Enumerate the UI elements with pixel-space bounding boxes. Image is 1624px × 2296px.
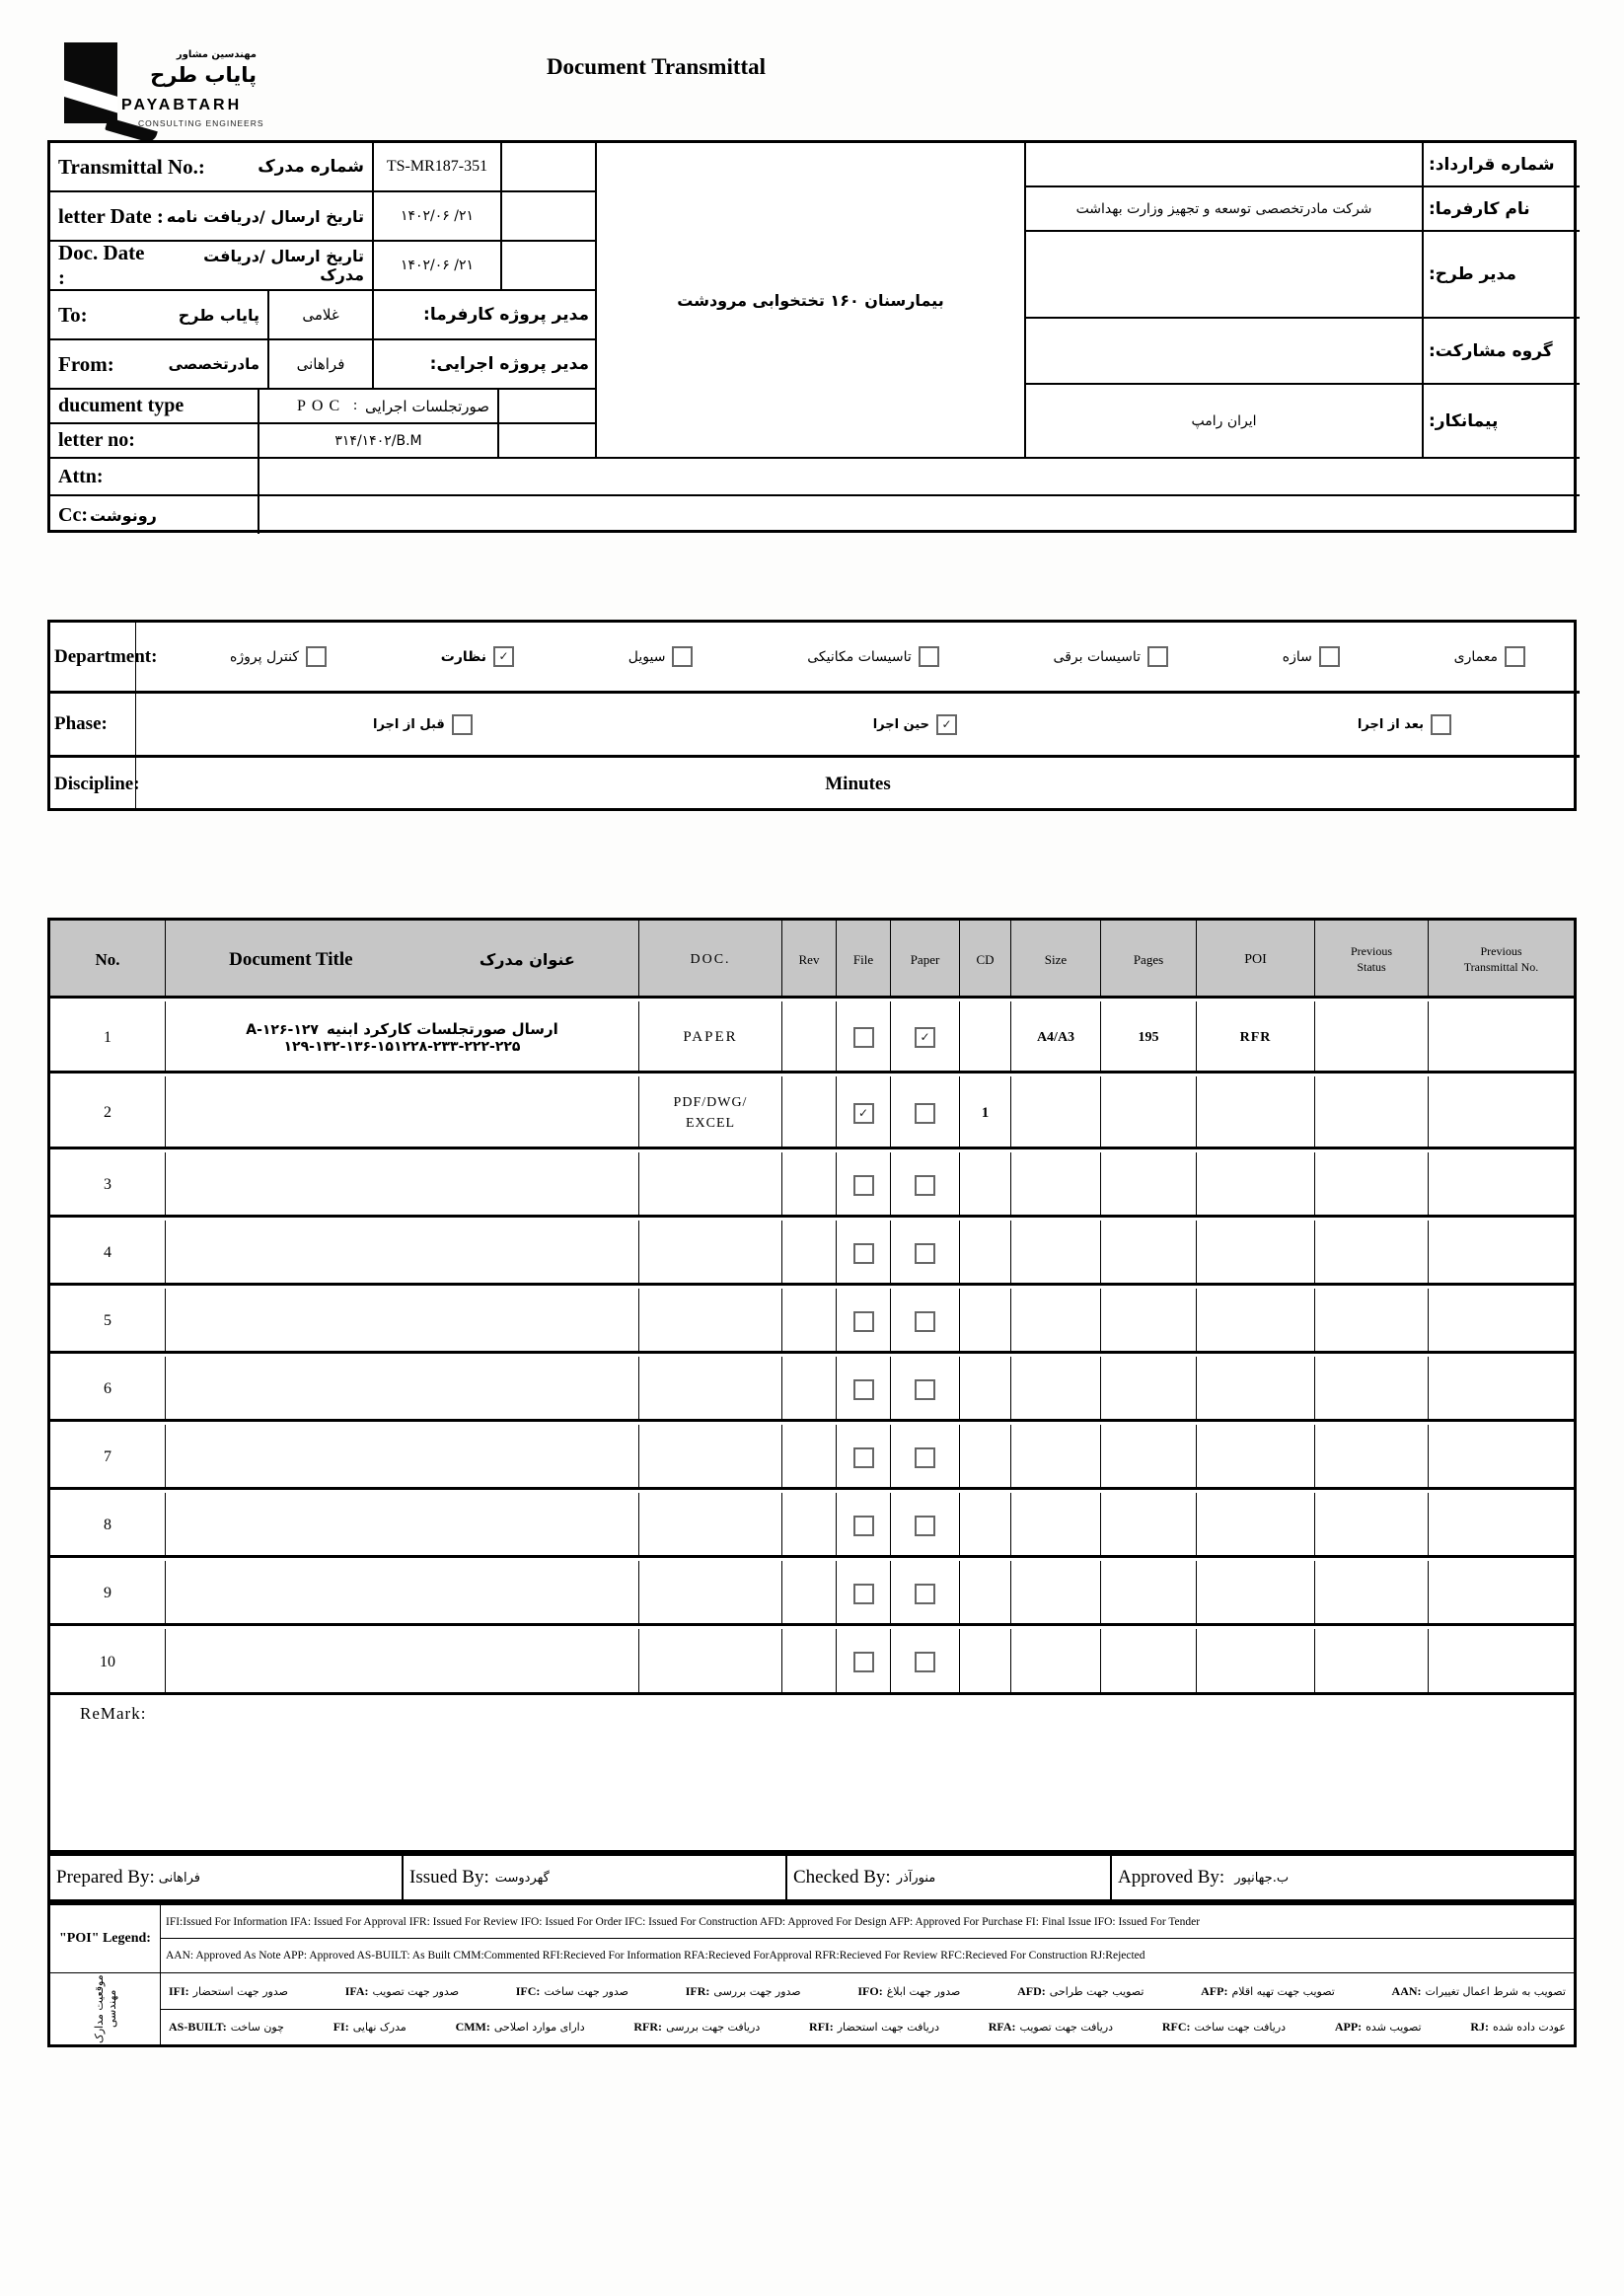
department-block bbox=[47, 620, 1577, 811]
client-name-label: نام کارفرما: bbox=[1429, 198, 1530, 219]
paper-checkbox[interactable] bbox=[915, 1652, 935, 1672]
prepared-by-name: فراهانی bbox=[158, 1870, 201, 1886]
row-no: 7 bbox=[104, 1448, 111, 1465]
table-row bbox=[50, 1561, 1574, 1626]
cc-label-fa: رونوشت bbox=[89, 505, 157, 525]
legend-fa: دریافت جهت تصویب bbox=[1019, 2021, 1114, 2034]
doc-date-value: ۱۴۰۲/۰۶ /۲۱ bbox=[400, 258, 475, 273]
fa-legend-side-label: موقعیت مدارک مهندسی bbox=[92, 1974, 118, 2043]
logo-fa-big: پایاب طرح bbox=[150, 63, 257, 87]
paper-checkbox[interactable] bbox=[915, 1311, 935, 1332]
doc-type-label: ducument type bbox=[58, 395, 185, 416]
page-title: Document Transmittal bbox=[546, 54, 767, 79]
legend-code: FI: bbox=[332, 2020, 349, 2034]
doc-type-colon: : bbox=[352, 398, 358, 413]
department-label: Department: bbox=[54, 645, 158, 667]
cc-label-en: Cc: bbox=[58, 503, 88, 526]
contract-no-label: شماره قرارداد: bbox=[1429, 154, 1555, 175]
exec-pm-name: فراهانی bbox=[296, 355, 345, 373]
legend-fa: صدور جهت تصویب bbox=[372, 1984, 460, 1998]
legend-fa: تصویب شده bbox=[1366, 2021, 1422, 2034]
file-checkbox[interactable] bbox=[853, 1311, 874, 1332]
table-row bbox=[50, 1357, 1574, 1422]
approved-by-name: ب.جهانپور bbox=[1234, 1870, 1290, 1886]
row-no: 9 bbox=[104, 1585, 111, 1601]
row-no: 6 bbox=[104, 1380, 111, 1397]
discipline-value: Minutes bbox=[825, 774, 891, 794]
table-header-row bbox=[50, 921, 1574, 999]
client-pm-name: غلامی bbox=[302, 306, 339, 324]
letter-no-value: ۳۱۴/۱۴۰۲/B.M bbox=[334, 432, 422, 449]
legend-code: IFR: bbox=[685, 1983, 710, 1998]
paper-checkbox[interactable] bbox=[915, 1379, 935, 1400]
table-row bbox=[50, 1425, 1574, 1490]
signatures-row bbox=[47, 1853, 1577, 1902]
legend-code: RFA: bbox=[988, 2020, 1016, 2034]
col-cd: CD bbox=[976, 951, 995, 967]
label-civil: سیویل bbox=[627, 648, 666, 665]
file-checkbox[interactable] bbox=[853, 1584, 874, 1604]
from-label: From: bbox=[58, 351, 114, 376]
doc-date-label-fa: تاریخ ارسال /دریافت مدرک bbox=[203, 247, 364, 284]
col-title-en: Document Title bbox=[229, 948, 353, 970]
col-size: Size bbox=[1044, 951, 1068, 967]
fa-legend-line1 bbox=[161, 1973, 1574, 2010]
legend-code: IFI: bbox=[169, 1983, 189, 1998]
file-checkbox[interactable] bbox=[853, 1175, 874, 1196]
label-during-execution: حین اجرا bbox=[872, 716, 929, 732]
project-name: بیمارسنان ۱۶۰ تختخوابی مرودشت bbox=[677, 290, 944, 310]
company-logo bbox=[64, 37, 360, 136]
file-checkbox[interactable] bbox=[853, 1027, 874, 1048]
row-no: 1 bbox=[104, 1028, 111, 1046]
legend-code: AFP: bbox=[1201, 1983, 1228, 1998]
file-checkbox[interactable] bbox=[853, 1652, 874, 1672]
design-manager-label: مدیر طرح: bbox=[1429, 264, 1516, 284]
paper-checkbox[interactable] bbox=[915, 1584, 935, 1604]
paper-checkbox[interactable]: ✓ bbox=[915, 1027, 935, 1048]
file-checkbox[interactable] bbox=[853, 1516, 874, 1536]
col-paper: Paper bbox=[910, 951, 940, 967]
legend-fa: دارای موارد اصلاحی bbox=[493, 2021, 585, 2034]
remark-label: ReMark: bbox=[80, 1704, 147, 1723]
to-value: پایاب طرح bbox=[178, 305, 259, 325]
row-title-nums: A-۱۲۶-۱۲۷ bbox=[246, 1021, 319, 1038]
file-checkbox[interactable] bbox=[853, 1243, 874, 1264]
legend-fa: صدور جهت استحضار bbox=[192, 1984, 288, 1998]
legend-fa: دریافت جهت بررسی bbox=[666, 2021, 761, 2034]
contractor-label: پیمانکار: bbox=[1429, 410, 1499, 431]
checkbox-architecture[interactable] bbox=[1505, 646, 1525, 667]
attn-label: Attn: bbox=[58, 465, 104, 487]
row-no: 4 bbox=[104, 1244, 111, 1261]
doc-type-code: POC bbox=[297, 397, 346, 414]
poi-legend-line2: AAN: Approved As Note APP: Approved AS-BUILT: As Built CMM:Commented RFI:Recieved For Information RFA:Recieved ForApproval RFR:Recieved For Review RFC:Recieved For Construction RJ:Rejected bbox=[166, 1950, 1145, 1962]
file-checkbox[interactable] bbox=[853, 1379, 874, 1400]
row-doc-type: PAPER bbox=[683, 1029, 738, 1045]
paper-checkbox[interactable] bbox=[915, 1103, 935, 1124]
legend-fa: صدور جهت بررسی bbox=[713, 1984, 801, 1998]
legend-code: AAN: bbox=[1391, 1983, 1422, 1998]
legend-fa: مدرک نهایی bbox=[352, 2021, 406, 2034]
info-block bbox=[47, 140, 1577, 533]
letter-date-value: ۱۴۰۲/۰۶ /۲۱ bbox=[400, 208, 475, 224]
logo-mark-icon bbox=[64, 42, 117, 123]
checkbox-mechanical[interactable] bbox=[919, 646, 939, 667]
legend-fa: دریافت جهت ساخت bbox=[1194, 2021, 1287, 2034]
phase-label: Phase: bbox=[54, 713, 108, 734]
col-file: File bbox=[852, 951, 874, 967]
issued-by-name: گهردوست bbox=[494, 1870, 550, 1886]
checkbox-before-execution[interactable] bbox=[452, 714, 473, 735]
table-row bbox=[50, 1493, 1574, 1558]
jv-group-label: گروه مشارکت: bbox=[1429, 340, 1553, 361]
legend-fa: تصویب جهت طراحی bbox=[1049, 1984, 1144, 1998]
legend-fa: تصویب جهت تهیه اقلام bbox=[1231, 1984, 1335, 1998]
legend-code: APP: bbox=[1334, 2020, 1363, 2034]
transmittal-no-value: TS-MR187-351 bbox=[386, 158, 488, 175]
logo-en-big: PAYABTARH bbox=[121, 97, 243, 113]
col-pages: Pages bbox=[1133, 951, 1164, 967]
doc-type-fa: صورتجلسات اجرایی bbox=[365, 397, 489, 415]
client-pm-label: مدیر پروژه کارفرما: bbox=[423, 305, 589, 325]
table-row bbox=[50, 1289, 1574, 1354]
checkbox-during-execution[interactable]: ✓ bbox=[936, 714, 957, 735]
documents-table bbox=[47, 918, 1577, 1853]
poi-legend-label: "POI" Legend: bbox=[59, 1931, 151, 1946]
col-prev-no-1: Previous bbox=[1480, 943, 1522, 958]
row-cd: 1 bbox=[981, 1104, 990, 1121]
legend-fa: عودت داده شده bbox=[1493, 2021, 1566, 2034]
legend-code: IFO: bbox=[857, 1983, 883, 1998]
fa-legend-line2 bbox=[161, 2010, 1574, 2044]
row-doc-type2: EXCEL bbox=[685, 1116, 736, 1131]
checked-by-label: Checked By: bbox=[793, 1867, 891, 1888]
poi-legend-block bbox=[47, 1902, 1577, 2047]
transmittal-no-label-fa: شماره مدرک bbox=[258, 157, 364, 177]
poi-legend-line1: IFI:Issued For Information IFA: Issued For Approval IFR: Issued For Review IFO: Issued For Order IFC: Issued For Construction AFD: Approved For Design AFP: Approved For Purchase FI: Final Issue IFO: Issued For Tender bbox=[166, 1915, 1201, 1928]
to-label: To: bbox=[58, 302, 88, 327]
checkbox-structure[interactable] bbox=[1319, 646, 1340, 667]
label-structure: سازه bbox=[1282, 648, 1312, 665]
row-no: 8 bbox=[104, 1517, 111, 1533]
col-poi: POI bbox=[1244, 951, 1267, 967]
col-doc: DOC. bbox=[690, 951, 731, 967]
legend-code: IFC: bbox=[515, 1983, 541, 1998]
file-checkbox[interactable] bbox=[853, 1447, 874, 1468]
legend-code: AS-BUILT: bbox=[169, 2020, 227, 2034]
col-prev-no-2: Transmittal No. bbox=[1463, 959, 1539, 974]
label-project-control: کنترل پروژه bbox=[230, 648, 299, 665]
remark-area bbox=[50, 1698, 1574, 1850]
paper-checkbox[interactable] bbox=[915, 1243, 935, 1264]
label-before-execution: قبل از اجرا bbox=[373, 716, 445, 732]
legend-code: RFI: bbox=[809, 2020, 834, 2034]
legend-code: CMM: bbox=[455, 2020, 490, 2034]
contractor-value: ایران رامپ bbox=[1191, 412, 1257, 429]
letter-date-label-en: letter Date : bbox=[58, 203, 164, 228]
table-row bbox=[50, 1221, 1574, 1286]
legend-code: RFR: bbox=[633, 2020, 663, 2034]
legend-code: AFD: bbox=[1017, 1983, 1046, 1998]
legend-fa: چون ساخت bbox=[230, 2021, 284, 2034]
label-electrical: تاسیسات برقی bbox=[1053, 648, 1142, 665]
attn-value-cell bbox=[259, 459, 1580, 496]
discipline-label: Discipline: bbox=[54, 774, 140, 794]
client-name-value: شرکت مادرتخصصی توسعه و تجهیز وزارت بهداشت bbox=[1075, 200, 1372, 217]
logo-fa-small: مهندسین مشاور bbox=[176, 49, 257, 60]
paper-checkbox[interactable] bbox=[915, 1516, 935, 1536]
table-row bbox=[50, 1076, 1574, 1149]
issued-by-label: Issued By: bbox=[409, 1867, 489, 1888]
row-no: 2 bbox=[104, 1104, 111, 1121]
transmittal-no-label-en: Transmittal No.: bbox=[58, 154, 205, 179]
col-rev: Rev bbox=[798, 951, 820, 967]
letter-no-label: letter no: bbox=[58, 429, 135, 451]
row-no: 5 bbox=[104, 1312, 111, 1329]
checkbox-after-execution[interactable] bbox=[1431, 714, 1451, 735]
row-doc-type: PDF/DWG/ bbox=[673, 1095, 748, 1110]
letter-date-label-fa: تاریخ ارسال /دریافت نامه bbox=[166, 206, 364, 226]
legend-code: RFC: bbox=[1161, 2020, 1191, 2034]
phase-options bbox=[136, 694, 1580, 758]
label-mechanical: تاسیسات مکانیکی bbox=[807, 648, 912, 665]
legend-fa: تصویب به شرط اعمال تغییرات bbox=[1425, 1984, 1566, 1998]
legend-code: RJ: bbox=[1470, 2020, 1490, 2034]
cc-value-cell bbox=[259, 496, 1580, 534]
checkbox-supervision[interactable]: ✓ bbox=[493, 646, 514, 667]
label-supervision: نظارت bbox=[440, 648, 487, 665]
project-name-cell bbox=[597, 143, 1026, 459]
col-prev-status-1: Previous bbox=[1351, 943, 1392, 958]
prepared-by-label: Prepared By: bbox=[56, 1867, 155, 1888]
legend-fa: صدور جهت ساخت bbox=[544, 1984, 629, 1998]
legend-fa: دریافت جهت استحضار bbox=[837, 2021, 939, 2034]
paper-checkbox[interactable] bbox=[915, 1175, 935, 1196]
legend-fa: صدور جهت ابلاغ bbox=[886, 1984, 961, 1998]
from-value: مادرتخصصی bbox=[168, 355, 259, 373]
row-title-line2: ۱۲۹-۱۳۲-۱۳۶-۱۵۱۲۲۸-۲۳۳-۲۲۲-۲۲۵ bbox=[283, 1038, 521, 1055]
legend-code: IFA: bbox=[344, 1983, 369, 1998]
col-no: No. bbox=[95, 949, 120, 969]
table-row bbox=[50, 1629, 1574, 1695]
department-options bbox=[136, 623, 1580, 694]
checkbox-project-control[interactable] bbox=[306, 646, 327, 667]
checked-by-name: منورآذر bbox=[896, 1870, 936, 1886]
table-row bbox=[50, 1001, 1574, 1074]
checkbox-civil[interactable] bbox=[672, 646, 693, 667]
row-poi: RFR bbox=[1239, 1029, 1272, 1045]
checkbox-electrical[interactable] bbox=[1147, 646, 1168, 667]
table-row bbox=[50, 1152, 1574, 1218]
label-architecture: معماری bbox=[1453, 648, 1498, 665]
file-checkbox[interactable]: ✓ bbox=[853, 1103, 874, 1124]
col-title-fa: عنوان مدرک bbox=[479, 950, 575, 969]
row-no: 3 bbox=[104, 1176, 111, 1193]
exec-pm-label: مدیر پروژه اجرایی: bbox=[429, 354, 589, 374]
paper-checkbox[interactable] bbox=[915, 1447, 935, 1468]
row-no: 10 bbox=[100, 1653, 115, 1670]
col-prev-status-2: Status bbox=[1357, 959, 1386, 974]
row-size: A4/A3 bbox=[1036, 1029, 1075, 1045]
logo-en-small: CONSULTING ENGINEERS bbox=[138, 118, 264, 128]
doc-date-label-en: Doc. Date : bbox=[58, 241, 145, 289]
row-pages: 195 bbox=[1138, 1029, 1159, 1045]
row-title-fa: ارسال صورتجلسات کارکرد ابنیه bbox=[326, 1019, 558, 1038]
approved-by-label: Approved By: bbox=[1118, 1867, 1225, 1888]
label-after-execution: بعد از اجرا bbox=[1357, 716, 1424, 732]
